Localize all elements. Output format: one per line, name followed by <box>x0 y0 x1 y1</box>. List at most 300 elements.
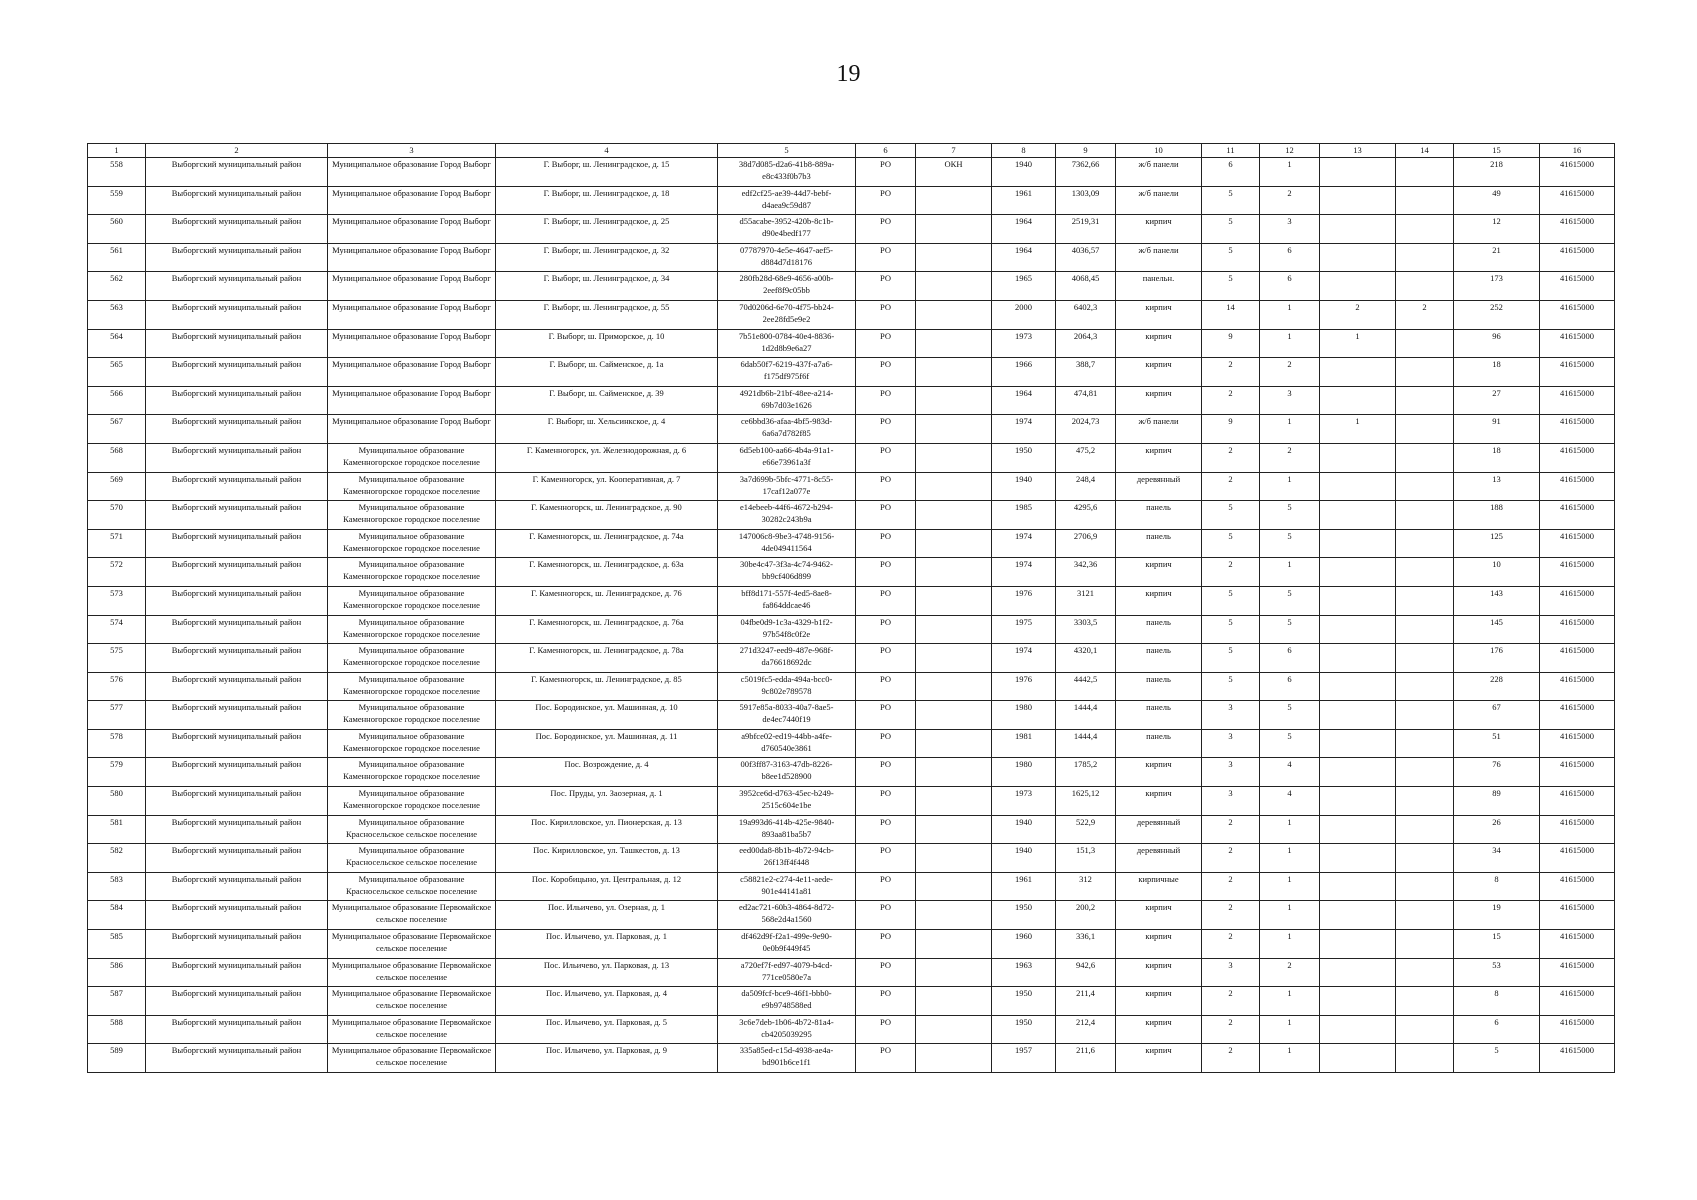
table-cell: 1950 <box>992 1015 1056 1044</box>
table-cell: 4320,1 <box>1056 644 1116 673</box>
table-cell: 1950 <box>992 987 1056 1016</box>
table-cell: Муниципальное образование Каменногорское городское поселение <box>328 758 496 787</box>
table-cell: 18 <box>1454 443 1540 472</box>
table-cell: РО <box>856 901 916 930</box>
table-cell: 5 <box>1260 529 1320 558</box>
table-cell: 1444,4 <box>1056 701 1116 730</box>
table-cell: 6 <box>1260 243 1320 272</box>
table-cell: РО <box>856 186 916 215</box>
table-cell: 41615000 <box>1540 958 1615 987</box>
table-cell: 3 <box>1260 386 1320 415</box>
table-cell: Муниципальное образование Красносельское сельское поселение <box>328 815 496 844</box>
table-cell <box>916 958 992 987</box>
table-cell: Муниципальное образование Город Выборг <box>328 186 496 215</box>
table-cell <box>1320 558 1396 587</box>
table-cell <box>1320 358 1396 387</box>
table-cell <box>916 329 992 358</box>
table-cell: 583 <box>88 872 146 901</box>
table-cell: 2 <box>1202 872 1260 901</box>
table-cell: кирпич <box>1116 329 1202 358</box>
table-cell: 562 <box>88 272 146 301</box>
table-row <box>88 1015 1615 1044</box>
table-cell <box>1320 1015 1396 1044</box>
table-cell: 2024,73 <box>1056 415 1116 444</box>
table-cell: Муниципальное образование Город Выборг <box>328 272 496 301</box>
table-cell: панель <box>1116 615 1202 644</box>
table-cell: 5917e85a-8033-40a7-8ae5-de4ec7440f19 <box>718 701 856 730</box>
table-cell: 942,6 <box>1056 958 1116 987</box>
table-cell: 41615000 <box>1540 415 1615 444</box>
table-cell: 41615000 <box>1540 358 1615 387</box>
table-cell: РО <box>856 272 916 301</box>
table-cell: 6 <box>1260 672 1320 701</box>
table-cell: РО <box>856 472 916 501</box>
table-cell: 570 <box>88 501 146 530</box>
table-cell <box>916 501 992 530</box>
table-cell: 577 <box>88 701 146 730</box>
table-cell: 1 <box>1260 1044 1320 1073</box>
table-cell: 211,4 <box>1056 987 1116 1016</box>
table-cell: 2519,31 <box>1056 215 1116 244</box>
table-cell: Муниципальное образование Первомайское сельское поселение <box>328 1015 496 1044</box>
table-cell: РО <box>856 329 916 358</box>
table-cell <box>1396 815 1454 844</box>
table-cell: Г. Каменногорск, ш. Ленинградское, д. 90 <box>496 501 718 530</box>
table-cell: 1625,12 <box>1056 787 1116 816</box>
table-cell: 588 <box>88 1015 146 1044</box>
table-cell: 125 <box>1454 529 1540 558</box>
table-cell: Пос. Ильичево, ул. Парковая, д. 5 <box>496 1015 718 1044</box>
table-cell: Пос. Бородинское, ул. Машинная, д. 10 <box>496 701 718 730</box>
table-row <box>88 844 1615 873</box>
table-cell: РО <box>856 386 916 415</box>
table-cell: РО <box>856 644 916 673</box>
table-cell: 585 <box>88 930 146 959</box>
table-cell: 67 <box>1454 701 1540 730</box>
table-row <box>88 443 1615 472</box>
table-row <box>88 272 1615 301</box>
table-cell: РО <box>856 987 916 1016</box>
table-cell: 3121 <box>1056 586 1116 615</box>
table-cell: Выборгский муниципальный район <box>146 558 328 587</box>
table-cell: ce6bbd36-afaa-4bf5-983d-6a6a7d782f85 <box>718 415 856 444</box>
table-cell <box>1320 901 1396 930</box>
table-cell: 5 <box>1202 615 1260 644</box>
table-cell: 579 <box>88 758 146 787</box>
table-cell: кирпич <box>1116 787 1202 816</box>
table-cell: 582 <box>88 844 146 873</box>
table-cell <box>916 930 992 959</box>
table-cell: 00f3ff87-3163-47db-8226-b8ee1d528900 <box>718 758 856 787</box>
table-cell: 5 <box>1202 186 1260 215</box>
table-cell: Выборгский муниципальный район <box>146 987 328 1016</box>
table-cell: 2 <box>1260 358 1320 387</box>
table-cell: РО <box>856 787 916 816</box>
table-cell: eed00da8-8b1b-4b72-94cb-26f13ff4f448 <box>718 844 856 873</box>
table-cell: 41615000 <box>1540 901 1615 930</box>
table-cell: Выборгский муниципальный район <box>146 243 328 272</box>
table-cell: 1961 <box>992 186 1056 215</box>
table-cell: Муниципальное образование Первомайское сельское поселение <box>328 958 496 987</box>
table-cell <box>1396 186 1454 215</box>
table-cell <box>916 729 992 758</box>
table-cell <box>1396 215 1454 244</box>
table-cell: Г. Каменногорск, ш. Ленинградское, д. 63а <box>496 558 718 587</box>
table-cell: Муниципальное образование Каменногорское городское поселение <box>328 529 496 558</box>
table-cell: панель <box>1116 529 1202 558</box>
table-cell: 200,2 <box>1056 901 1116 930</box>
table-cell: 4921db6b-21bf-48ee-a214-69b7d03e1626 <box>718 386 856 415</box>
table-cell: 218 <box>1454 158 1540 187</box>
table-cell: кирпич <box>1116 758 1202 787</box>
table-row <box>88 729 1615 758</box>
column-header: 15 <box>1454 144 1540 158</box>
table-row <box>88 300 1615 329</box>
table-cell: 2 <box>1202 930 1260 959</box>
table-cell: Г. Выборг, ш. Ленинградское, д. 15 <box>496 158 718 187</box>
table-cell: 576 <box>88 672 146 701</box>
table-cell: Г. Выборг, ш. Ленинградское, д. 18 <box>496 186 718 215</box>
table-cell: 1 <box>1260 329 1320 358</box>
table-cell: 1 <box>1260 158 1320 187</box>
table-cell: 41615000 <box>1540 872 1615 901</box>
table-row <box>88 987 1615 1016</box>
table-cell: Г. Каменногорск, ш. Ленинградское, д. 78а <box>496 644 718 673</box>
table-cell: 18 <box>1454 358 1540 387</box>
table-cell <box>1396 272 1454 301</box>
table-cell: 568 <box>88 443 146 472</box>
table-cell: кирпичные <box>1116 872 1202 901</box>
table-cell: 589 <box>88 1044 146 1073</box>
column-header: 7 <box>916 144 992 158</box>
table-cell: ed2ac721-60b3-4864-8d72-568e2d4a1560 <box>718 901 856 930</box>
table-cell: 335a85ed-c15d-4938-ae4a-bd901b6ce1f1 <box>718 1044 856 1073</box>
table-cell: 41615000 <box>1540 672 1615 701</box>
column-header: 9 <box>1056 144 1116 158</box>
table-row <box>88 758 1615 787</box>
table-cell: 3952ce6d-d763-45ec-b249-2515c604e1be <box>718 787 856 816</box>
table-cell: 3 <box>1202 787 1260 816</box>
table-cell: РО <box>856 729 916 758</box>
table-cell: ж/б панели <box>1116 158 1202 187</box>
table-row <box>88 472 1615 501</box>
table-cell: РО <box>856 529 916 558</box>
table-cell: 2 <box>1202 901 1260 930</box>
table-cell <box>1396 930 1454 959</box>
table-row <box>88 901 1615 930</box>
table-cell <box>1396 472 1454 501</box>
table-cell: 5 <box>1260 701 1320 730</box>
table-cell <box>916 758 992 787</box>
table-row <box>88 672 1615 701</box>
table-cell: 1 <box>1260 987 1320 1016</box>
table-cell: 475,2 <box>1056 443 1116 472</box>
table-cell: 19 <box>1454 901 1540 930</box>
table-cell: Г. Каменногорск, ш. Ленинградское, д. 85 <box>496 672 718 701</box>
table-cell <box>1396 872 1454 901</box>
table-cell <box>1320 958 1396 987</box>
table-cell: 41615000 <box>1540 701 1615 730</box>
table-cell <box>1320 501 1396 530</box>
table-cell: Г. Выборг, ш. Ленинградское, д. 34 <box>496 272 718 301</box>
table-cell: Муниципальное образование Каменногорское городское поселение <box>328 644 496 673</box>
table-cell: 312 <box>1056 872 1116 901</box>
table-cell: Выборгский муниципальный район <box>146 701 328 730</box>
table-cell: 1965 <box>992 272 1056 301</box>
table-cell <box>1396 586 1454 615</box>
table-cell <box>1320 1044 1396 1073</box>
table-cell: 1 <box>1260 558 1320 587</box>
table-cell: 1974 <box>992 529 1056 558</box>
table-cell <box>916 272 992 301</box>
table-cell: 41615000 <box>1540 729 1615 758</box>
table-cell: Муниципальное образование Каменногорское городское поселение <box>328 615 496 644</box>
table-cell <box>916 787 992 816</box>
table-cell: 8 <box>1454 987 1540 1016</box>
table-cell: кирпич <box>1116 958 1202 987</box>
table-cell: Муниципальное образование Каменногорское городское поселение <box>328 729 496 758</box>
table-cell <box>1396 758 1454 787</box>
table-cell: 41615000 <box>1540 815 1615 844</box>
table-cell <box>1396 615 1454 644</box>
table-cell: Г. Выборг, ш. Сайменское, д. 39 <box>496 386 718 415</box>
table-cell: Выборгский муниципальный район <box>146 329 328 358</box>
table-cell: РО <box>856 701 916 730</box>
table-cell: 1940 <box>992 815 1056 844</box>
table-cell: 10 <box>1454 558 1540 587</box>
table-cell <box>1396 844 1454 873</box>
table-cell: 1974 <box>992 415 1056 444</box>
table-cell: 561 <box>88 243 146 272</box>
table-cell: 1 <box>1320 329 1396 358</box>
table-cell: 1980 <box>992 701 1056 730</box>
table-cell: 6402,3 <box>1056 300 1116 329</box>
table-row <box>88 930 1615 959</box>
table-cell <box>916 243 992 272</box>
table-cell: 1 <box>1320 415 1396 444</box>
table-cell: панельн. <box>1116 272 1202 301</box>
table-cell: кирпич <box>1116 987 1202 1016</box>
table-cell: Выборгский муниципальный район <box>146 158 328 187</box>
table-cell: 564 <box>88 329 146 358</box>
table-cell: Муниципальное образование Город Выборг <box>328 415 496 444</box>
table-cell: Выборгский муниципальный район <box>146 729 328 758</box>
table-cell <box>1320 787 1396 816</box>
table-cell <box>1320 672 1396 701</box>
table-cell: 1950 <box>992 901 1056 930</box>
column-header: 13 <box>1320 144 1396 158</box>
table-cell: 38d7d085-d2a6-41b8-889a-e8c433f0b7b3 <box>718 158 856 187</box>
table-cell: ОКН <box>916 158 992 187</box>
table-cell: кирпич <box>1116 930 1202 959</box>
table-cell: 572 <box>88 558 146 587</box>
table-row <box>88 529 1615 558</box>
table-cell: 566 <box>88 386 146 415</box>
table-cell: df462d9f-f2a1-499e-9e90-0e0b9f449f45 <box>718 930 856 959</box>
table-cell <box>1396 1015 1454 1044</box>
table-cell: 2 <box>1202 987 1260 1016</box>
table-cell: 6 <box>1202 158 1260 187</box>
table-cell: Муниципальное образование Город Выборг <box>328 300 496 329</box>
table-cell: 5 <box>1202 215 1260 244</box>
table-cell: 586 <box>88 958 146 987</box>
table-cell: Муниципальное образование Город Выборг <box>328 215 496 244</box>
table-cell: Муниципальное образование Город Выборг <box>328 386 496 415</box>
table-cell <box>1396 386 1454 415</box>
table-cell <box>916 615 992 644</box>
table-cell: 4036,57 <box>1056 243 1116 272</box>
table-cell <box>1320 586 1396 615</box>
table-cell <box>1396 958 1454 987</box>
table-cell: 280fb28d-68e9-4656-a00b-2eef8f9c05bb <box>718 272 856 301</box>
table-cell <box>916 386 992 415</box>
table-cell: Выборгский муниципальный район <box>146 787 328 816</box>
table-cell: 5 <box>1202 672 1260 701</box>
table-cell: 567 <box>88 415 146 444</box>
table-cell: РО <box>856 872 916 901</box>
table-cell: 41615000 <box>1540 615 1615 644</box>
table-cell: 1974 <box>992 558 1056 587</box>
table-cell: 41615000 <box>1540 586 1615 615</box>
table-cell: 565 <box>88 358 146 387</box>
table-cell: 143 <box>1454 586 1540 615</box>
table-cell: деревянный <box>1116 815 1202 844</box>
table-cell: 41615000 <box>1540 930 1615 959</box>
table-cell: 1 <box>1260 415 1320 444</box>
table-cell: 569 <box>88 472 146 501</box>
header-row <box>88 144 1615 158</box>
column-header: 4 <box>496 144 718 158</box>
table-row <box>88 958 1615 987</box>
table-cell: 581 <box>88 815 146 844</box>
table-cell: панель <box>1116 701 1202 730</box>
table-cell: 3 <box>1202 701 1260 730</box>
table-cell: 1973 <box>992 787 1056 816</box>
table-cell: 07787970-4e5e-4647-aef5-d884d7d18176 <box>718 243 856 272</box>
table-cell: 573 <box>88 586 146 615</box>
table-cell: Пос. Ильичево, ул. Парковая, д. 1 <box>496 930 718 959</box>
table-cell: 89 <box>1454 787 1540 816</box>
table-cell: панель <box>1116 644 1202 673</box>
table-cell: 2 <box>1202 815 1260 844</box>
table-cell: da509fcf-bce9-46f1-bbb0-e9b9748588ed <box>718 987 856 1016</box>
table-cell: Выборгский муниципальный район <box>146 358 328 387</box>
table-cell: Выборгский муниципальный район <box>146 300 328 329</box>
table-cell <box>916 644 992 673</box>
table-cell: кирпич <box>1116 1044 1202 1073</box>
table-cell: 41615000 <box>1540 300 1615 329</box>
table-cell: Муниципальное образование Город Выборг <box>328 358 496 387</box>
table-cell: 1976 <box>992 672 1056 701</box>
table-row <box>88 644 1615 673</box>
table-cell: Пос. Ильичево, ул. Парковая, д. 4 <box>496 987 718 1016</box>
table-cell: 1964 <box>992 215 1056 244</box>
table-cell: 1985 <box>992 501 1056 530</box>
table-cell: Пос. Ильичево, ул. Озерная, д. 1 <box>496 901 718 930</box>
table-cell <box>1320 472 1396 501</box>
table-cell: 8 <box>1454 872 1540 901</box>
table-cell: РО <box>856 1015 916 1044</box>
table-cell: 41615000 <box>1540 644 1615 673</box>
table-cell: 41615000 <box>1540 243 1615 272</box>
table-cell: 252 <box>1454 300 1540 329</box>
housing-registry-table <box>87 143 1615 1073</box>
table-cell: Муниципальное образование Каменногорское городское поселение <box>328 472 496 501</box>
table-cell: РО <box>856 243 916 272</box>
table-cell: 2 <box>1202 386 1260 415</box>
column-header: 8 <box>992 144 1056 158</box>
table-cell: 1303,09 <box>1056 186 1116 215</box>
table-cell <box>1396 158 1454 187</box>
table-cell: 3 <box>1202 729 1260 758</box>
table-cell <box>1396 415 1454 444</box>
table-cell: 4442,5 <box>1056 672 1116 701</box>
column-header: 16 <box>1540 144 1615 158</box>
table-cell: РО <box>856 958 916 987</box>
table-cell: Муниципальное образование Красносельское сельское поселение <box>328 872 496 901</box>
table-cell: 1 <box>1260 872 1320 901</box>
column-header: 12 <box>1260 144 1320 158</box>
table-cell <box>1320 758 1396 787</box>
column-header: 3 <box>328 144 496 158</box>
table-cell <box>1396 243 1454 272</box>
table-cell: 5 <box>1454 1044 1540 1073</box>
table-cell: Муниципальное образование Каменногорское городское поселение <box>328 443 496 472</box>
table-cell: Пос. Ильичево, ул. Парковая, д. 13 <box>496 958 718 987</box>
table-cell: РО <box>856 215 916 244</box>
table-cell: 147006c8-9be3-4748-9156-4de049411564 <box>718 529 856 558</box>
table-cell: 1966 <box>992 358 1056 387</box>
table-cell: 41615000 <box>1540 987 1615 1016</box>
table-cell: РО <box>856 930 916 959</box>
table-cell: 7b51e800-0784-40e4-8836-1d2d8b9e6a27 <box>718 329 856 358</box>
column-header: 14 <box>1396 144 1454 158</box>
table-cell: Муниципальное образование Город Выборг <box>328 158 496 187</box>
table-cell: РО <box>856 844 916 873</box>
table-cell: Пос. Пруды, ул. Заозерная, д. 1 <box>496 787 718 816</box>
table-cell: bff8d171-557f-4ed5-8ae8-fa864ddcae46 <box>718 586 856 615</box>
table-cell: 41615000 <box>1540 186 1615 215</box>
table-cell <box>1396 501 1454 530</box>
table-cell: кирпич <box>1116 300 1202 329</box>
table-cell: панель <box>1116 672 1202 701</box>
table-cell: 2 <box>1202 844 1260 873</box>
table-cell <box>1396 901 1454 930</box>
table-cell: ж/б панели <box>1116 415 1202 444</box>
table-cell <box>916 215 992 244</box>
table-cell: РО <box>856 586 916 615</box>
table-cell: Муниципальное образование Первомайское сельское поселение <box>328 987 496 1016</box>
table-cell: 1 <box>1260 472 1320 501</box>
table-cell: Выборгский муниципальный район <box>146 386 328 415</box>
table-cell: 15 <box>1454 930 1540 959</box>
table-cell: 522,9 <box>1056 815 1116 844</box>
table-cell: Выборгский муниципальный район <box>146 872 328 901</box>
table-cell: 41615000 <box>1540 558 1615 587</box>
table-cell <box>916 844 992 873</box>
table-cell: 1444,4 <box>1056 729 1116 758</box>
table-cell: Пос. Ильичево, ул. Парковая, д. 9 <box>496 1044 718 1073</box>
table-cell: 271d3247-eed9-487e-968f-da76618692dc <box>718 644 856 673</box>
table-cell: 41615000 <box>1540 443 1615 472</box>
table-cell <box>916 529 992 558</box>
table-cell: Муниципальное образование Город Выборг <box>328 329 496 358</box>
table-cell: кирпич <box>1116 901 1202 930</box>
table-cell: 2 <box>1260 958 1320 987</box>
table-row <box>88 815 1615 844</box>
table-cell: 30be4c47-3f3a-4c74-9462-bb9cf406d899 <box>718 558 856 587</box>
table-row <box>88 787 1615 816</box>
